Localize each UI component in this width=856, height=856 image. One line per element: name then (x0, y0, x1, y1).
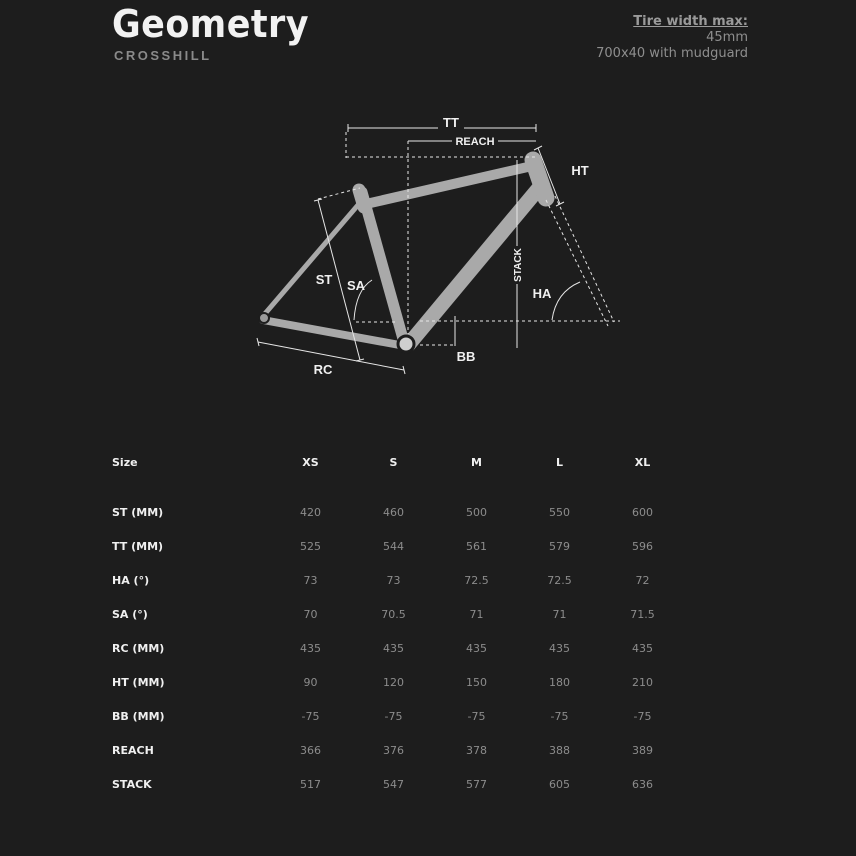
stack-label: STACK (513, 248, 524, 282)
cell-value: 366 (300, 743, 321, 757)
cell-value: 378 (466, 743, 487, 757)
st-label: ST (315, 272, 333, 287)
cell-value: 73 (386, 573, 401, 587)
seatstay (263, 198, 364, 316)
cell-value: 71 (469, 607, 484, 621)
row-label: RC (MM) (112, 641, 165, 655)
cell-value: 389 (632, 743, 653, 757)
size-s-header: S (389, 455, 398, 469)
ha-label: HA (532, 286, 552, 301)
cell-value: 72.5 (547, 573, 572, 587)
seat-tube (362, 192, 405, 346)
tire-width-label: Tire width max: (633, 14, 748, 29)
cell-value: 120 (383, 675, 404, 689)
cell-value: -75 (633, 709, 652, 723)
cell-value: 376 (383, 743, 404, 757)
ht-label: HT (571, 163, 589, 178)
row-label: HA (°) (112, 573, 150, 587)
row-label: REACH (112, 743, 154, 757)
cell-value: 72.5 (464, 573, 489, 587)
cell-value: 210 (632, 675, 653, 689)
row-label: BB (MM) (112, 709, 165, 723)
size-xs-header: XS (302, 455, 319, 469)
cell-value: 636 (632, 777, 653, 791)
row-label: STACK (112, 777, 152, 791)
cell-value: -75 (301, 709, 320, 723)
size-m-header: M (471, 455, 482, 469)
table-row (112, 767, 684, 801)
cell-value: 71.5 (630, 607, 655, 621)
model-name: CROSSHILL (114, 48, 212, 63)
table-row (112, 699, 684, 733)
cell-value: 420 (300, 505, 321, 519)
chainstay (263, 320, 405, 346)
cell-value: -75 (384, 709, 403, 723)
top-tube (366, 166, 532, 204)
cell-value: 90 (303, 675, 318, 689)
table-row (112, 665, 684, 699)
row-label: ST (MM) (112, 505, 164, 519)
dimension-lines (257, 124, 620, 374)
tire-width-value: 45mm (706, 30, 748, 45)
tire-width-info (596, 14, 748, 62)
cell-value: 500 (466, 505, 487, 519)
sa-label: SA (346, 278, 366, 293)
table-header-row (112, 445, 684, 479)
cell-value: 544 (383, 539, 404, 553)
cell-value: 435 (300, 641, 321, 655)
cell-value: -75 (550, 709, 569, 723)
cell-value: 435 (549, 641, 570, 655)
cell-value: 460 (383, 505, 404, 519)
geometry-table (112, 445, 684, 801)
table-row (112, 631, 684, 665)
cell-value: 596 (632, 539, 653, 553)
row-label: HT (MM) (112, 675, 165, 689)
size-header: Size (112, 455, 138, 469)
cell-value: 71 (552, 607, 567, 621)
table-body (112, 495, 684, 801)
tire-mudguard-note: 700x40 with mudguard (596, 46, 748, 61)
rear-dropout (259, 313, 269, 323)
cell-value: 579 (549, 539, 570, 553)
cell-value: 435 (632, 641, 653, 655)
cell-value: 73 (303, 573, 318, 587)
size-l-header: L (555, 455, 563, 469)
reach-label: REACH (455, 136, 495, 148)
cell-value: 150 (466, 675, 487, 689)
bottom-bracket (398, 336, 414, 352)
size-xl-header: XL (634, 455, 651, 469)
row-label: TT (MM) (112, 539, 164, 553)
rc-label: RC (313, 362, 333, 377)
cell-value: 547 (383, 777, 404, 791)
cell-value: 435 (383, 641, 404, 655)
cell-value: 577 (466, 777, 487, 791)
seat-tube-top (359, 190, 364, 207)
cell-value: 525 (300, 539, 321, 553)
table-row (112, 733, 684, 767)
cell-value: 605 (549, 777, 570, 791)
bb-label: BB (456, 349, 476, 364)
table-row (112, 597, 684, 631)
cell-value: 550 (549, 505, 570, 519)
cell-value: 72 (635, 573, 650, 587)
geometry-diagram (240, 105, 630, 395)
table-row (112, 529, 684, 563)
cell-value: 435 (466, 641, 487, 655)
cell-value: -75 (467, 709, 486, 723)
cell-value: 517 (300, 777, 321, 791)
tt-label: TT (443, 115, 459, 130)
cell-value: 70 (303, 607, 318, 621)
cell-value: 70.5 (381, 607, 406, 621)
cell-value: 600 (632, 505, 653, 519)
cell-value: 180 (549, 675, 570, 689)
row-label: SA (°) (112, 607, 148, 621)
cell-value: 561 (466, 539, 487, 553)
page-title: Geometry (112, 2, 309, 46)
bike-frame (263, 160, 546, 346)
cell-value: 388 (549, 743, 570, 757)
table-row (112, 495, 684, 529)
table-row (112, 563, 684, 597)
